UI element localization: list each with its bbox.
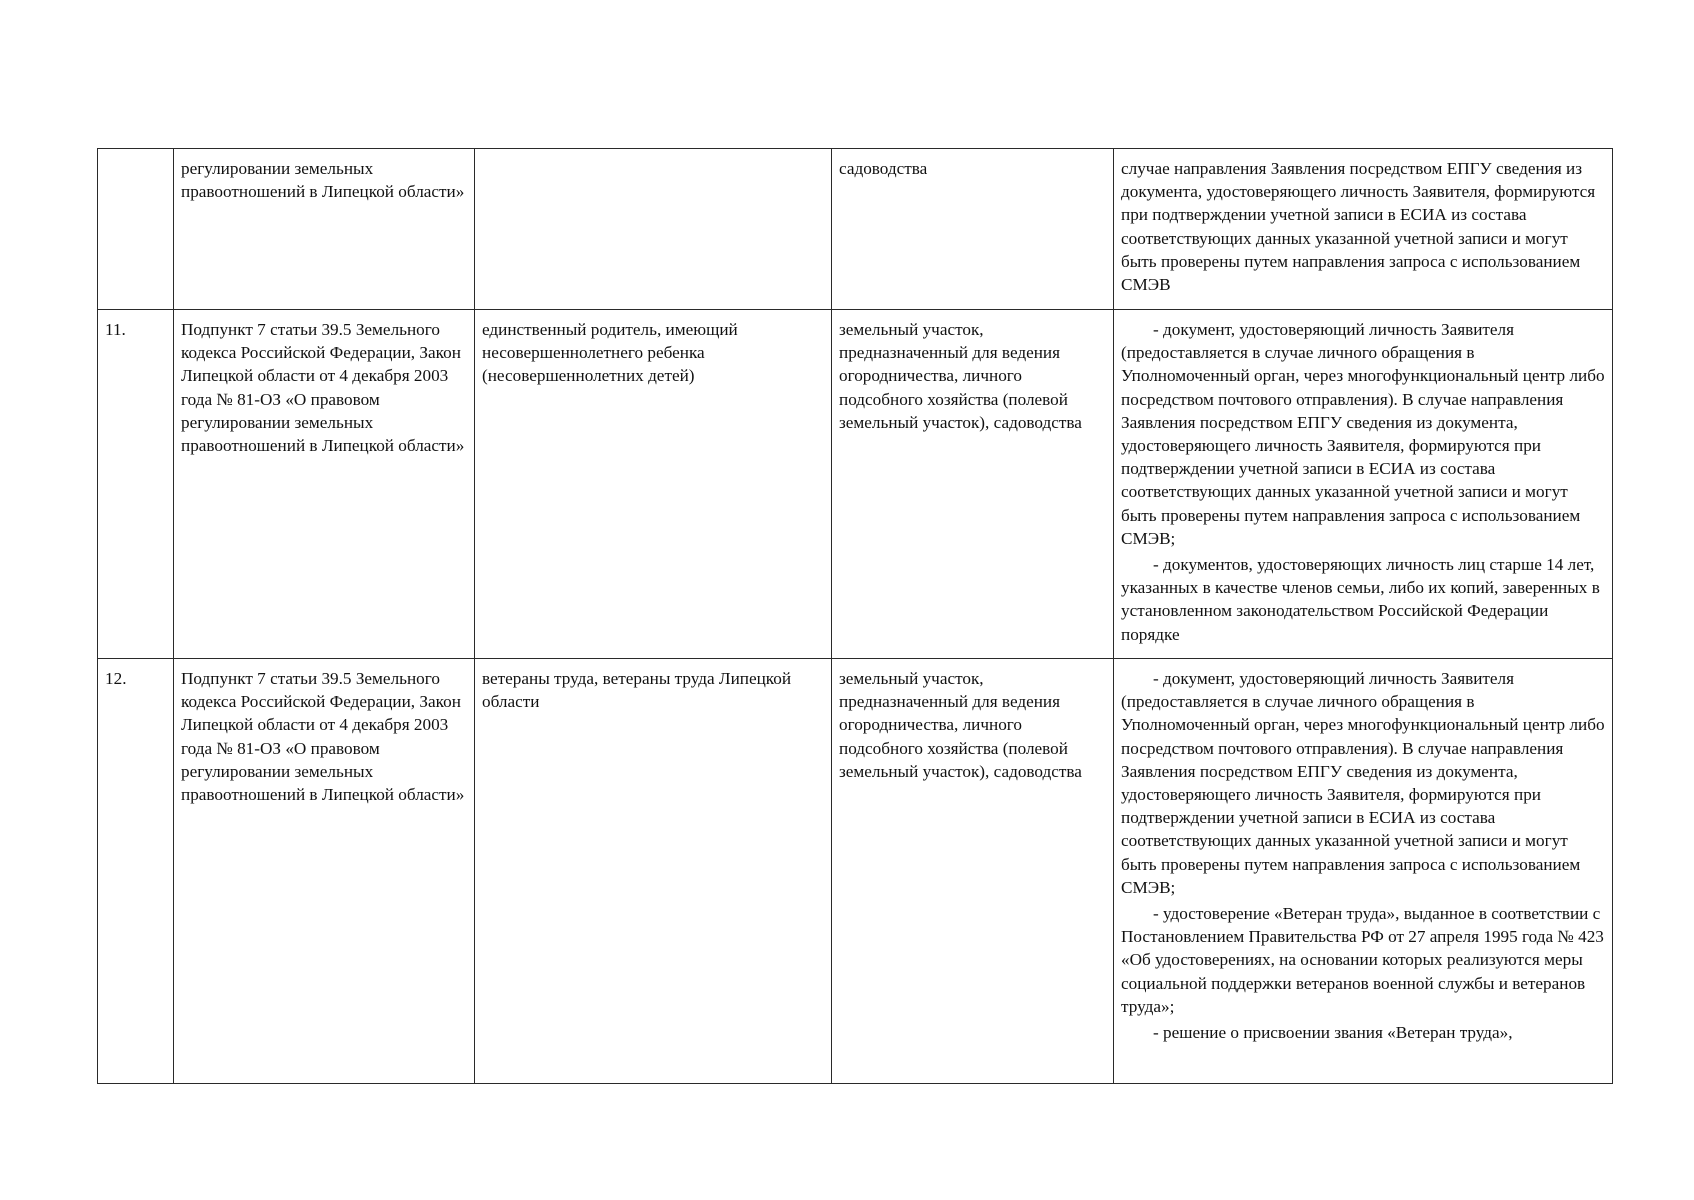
required-documents-cell (1114, 659, 1613, 1084)
row-number-cell: 11. (98, 310, 174, 659)
document-paragraph: - удостоверение «Ветеран труда», выданное в соответствии с Постановлением Правительства РФ от 27 апреля 1995 года № 423 «Об удостоверениях, на основании которых реализуются меры социальной поддержки ветеранов военной службы и ветеранов труда»; (1121, 904, 1604, 1016)
document-paragraph: - документ, удостоверяющий личность Заявителя (предоставляется в случае личного обращения в Уполномоченный орган, через многофункциональный центр либо посредством почтового отправления). В случае направления Заявления посредством ЕПГУ сведения из документа, удостоверяющего личность Заявителя, формируются при подтверждении учетной записи в ЕСИА из состава соответствующих данных указанной учетной записи и могут быть проверены путем направления запроса с использованием СМЭВ; (1121, 669, 1605, 897)
legal-basis-cell: Подпункт 7 статьи 39.5 Земельного кодекса Российской Федерации, Закон Липецкой области от 4 декабря 2003 года № 81-ОЗ «О правовом регулировании земельных правоотношений в Липецкой области» (174, 310, 475, 659)
required-documents-cell (1114, 310, 1613, 659)
table-row (98, 659, 1613, 1084)
land-purpose-cell: земельный участок, предназначенный для ведения огородничества, личного подсобного хозяйства (полевой земельный участок), садоводства (832, 659, 1114, 1084)
applicant-category-cell: единственный родитель, имеющий несовершеннолетнего ребенка (несовершеннолетних детей) (475, 310, 832, 659)
land-purpose-cell: садоводства (832, 149, 1114, 310)
table-row (98, 310, 1613, 659)
legal-basis-cell: Подпункт 7 статьи 39.5 Земельного кодекса Российской Федерации, Закон Липецкой области от 4 декабря 2003 года № 81-ОЗ «О правовом регулировании земельных правоотношений в Липецкой области» (174, 659, 475, 1084)
row-number-cell (98, 149, 174, 310)
document-table (97, 148, 1613, 1084)
applicant-category-cell: ветераны труда, ветераны труда Липецкой области (475, 659, 832, 1084)
table-row (98, 149, 1613, 310)
legal-basis-cell: регулировании земельных правоотношений в Липецкой области» (174, 149, 475, 310)
row-number-cell: 12. (98, 659, 174, 1084)
document-paragraph: - документов, удостоверяющих личность лиц старше 14 лет, указанных в качестве членов семьи, либо их копий, заверенных в установленном законодательством Российской Федерации порядке (1121, 555, 1600, 644)
required-documents-cell (1114, 149, 1613, 310)
document-paragraph: случае направления Заявления посредством ЕПГУ сведения из документа, удостоверяющего личность Заявителя, формируются при подтверждении учетной записи в ЕСИА из состава соответствующих данных указанной учетной записи и могут быть проверены путем направления запроса с использованием СМЭВ (1121, 159, 1596, 295)
document-paragraph: - документ, удостоверяющий личность Заявителя (предоставляется в случае личного обращения в Уполномоченный орган, через многофункциональный центр либо посредством почтового отправления). В случае направления Заявления посредством ЕПГУ сведения из документа, удостоверяющего личность Заявителя, формируются при подтверждении учетной записи в ЕСИА из состава соответствующих данных указанной учетной записи и могут быть проверены путем направления запроса с использованием СМЭВ; (1121, 320, 1605, 548)
applicant-category-cell (475, 149, 832, 310)
land-purpose-cell: земельный участок, предназначенный для ведения огородничества, личного подсобного хозяйства (полевой земельный участок), садоводства (832, 310, 1114, 659)
document-paragraph: - решение о присвоении звания «Ветеран труда», (1153, 1023, 1513, 1043)
